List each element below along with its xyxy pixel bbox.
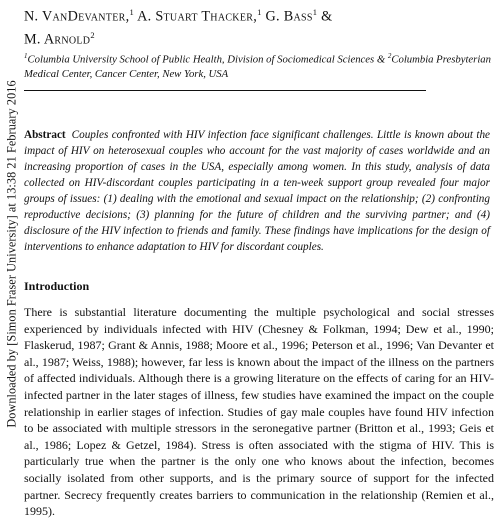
abstract [24,127,490,255]
affiliation-superscript: 2 [387,52,392,61]
affiliation-superscript: 1 [24,52,28,61]
affiliation [24,50,496,81]
header-rule [24,90,426,91]
download-note [1,55,23,453]
abstract-text: Couples confronted with HIV infection face significant challenges. Little is known about the impact of HIV on heterosexual couples who account for the vast majority of cases worldwide and an increasing proportion of cases in the USA, especially among women. In this study, analysis of data collected on HIV-discordant couples participating in a ten-week support group revealed four major groups of issues: (1) dealing with the emotional and sexual impact on the relationship; (2) confronting reproductive decisions; (3) planning for the future of children and the surviving partner; and (4) disclosure of the HIV infection to friends and family. These findings have implications for the design of interventions to enhance adaptation to HIV for discordant couples. [24,129,490,254]
article-page [24,3,496,520]
author-superscript: 1 [312,7,318,17]
author-superscript: 1 [257,7,262,17]
author-name: M. Arnold [24,31,91,48]
affiliation-text: Columbia University School of Public Health, Division of Sociomedical Sciences & [27,54,386,67]
author-ampersand: & [321,8,333,25]
introduction-paragraph: There is substantial literature documenting the multiple psychological and social stresses experienced by individuals infected with HIV (Chesney & Folkman, 1994; Dew et al., 1990; Flaskerud, 1987; Grant & Annis, 1988; Moore et al., 1996; Peterson et al., 1996; Van Devanter et al., 1987; Weiss, 1988); however, far less is known about the impact of the illness on the partners of affected individuals. Although there is a growing literature on the effects of caring for an HIV-infected partner in the later stages of illness, few studies have examined the impact on the couple relationship in earlier stages of infection. Studies of gay male couples have found HIV infection to be associated with multiple stressors in the seronegative partner (Britton et al., 1993; Geis et al., 1986; Lopez & Getzel, 1984). Stress is often associated with the stigma of HIV. This is particularly true when the partner is the only one who knows about the infection, becomes socially isolated from other supports, and is the primary source of support for the infected partner. Secrecy frequently creates barriers to communication in the relationship (Remien et al., 1995). [24,305,494,519]
author-superscript: 2 [90,29,95,40]
section-heading: Introduction [24,279,90,294]
author-list [24,3,496,48]
author-name: A. Stuart Thacker, [137,8,258,25]
download-note-text: Downloaded by [Simon Fraser University] at 13:38 21 February 2016 [4,80,19,428]
author-superscript: 1 [129,7,134,17]
abstract-label: Abstract [24,129,66,142]
affiliation-text: Columbia Presbyterian Medical Center, Cancer Center, New York, USA [24,54,491,80]
author-name: N. VanDevanter, [24,8,130,25]
author-name: G. Bass [265,8,313,25]
